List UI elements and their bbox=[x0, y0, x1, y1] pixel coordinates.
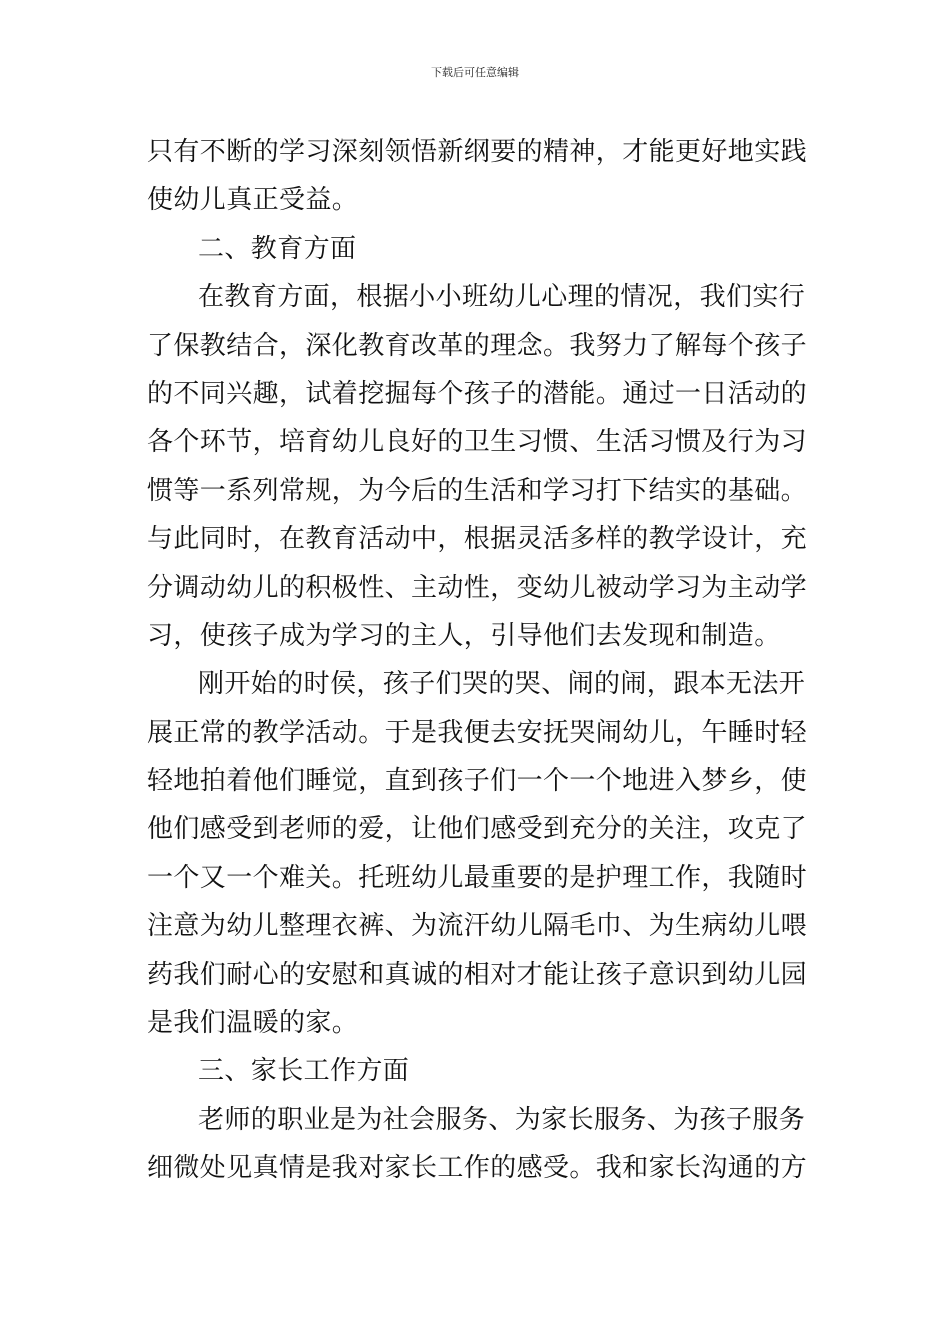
text-line: 他们感受到老师的爱，让他们感受到充分的关注，攻克了 bbox=[147, 814, 808, 845]
text-line: 注意为幼儿整理衣裤、为流汗幼儿隔毛巾、为生病幼儿喂 bbox=[147, 911, 808, 942]
text-line: 各个环节，培育幼儿良好的卫生习惯、生活习惯及行为习 bbox=[147, 427, 808, 458]
section-heading: 三、家长工作方面 bbox=[198, 1056, 410, 1087]
text-line: 分调动幼儿的积极性、主动性，变幼儿被动学习为主动学 bbox=[147, 572, 808, 603]
text-line: 了保教结合，深化教育改革的理念。我努力了解每个孩子 bbox=[147, 330, 808, 361]
text-line: 只有不断的学习深刻领悟新纲要的精神，才能更好地实践 bbox=[147, 137, 808, 167]
text-line: 老师的职业是为社会服务、为家长服务、为孩子服务 bbox=[198, 1104, 806, 1135]
text-line: 是我们温暖的家。 bbox=[147, 1008, 359, 1039]
text-line: 使幼儿真正受益。 bbox=[147, 185, 359, 216]
text-line: 刚开始的时侯，孩子们哭的哭、闹的闹，跟本无法开 bbox=[198, 669, 806, 700]
text-line: 与此同时，在教育活动中，根据灵活多样的教学设计，充 bbox=[147, 524, 808, 555]
text-line: 展正常的教学活动。于是我便去安抚哭闹幼儿，午睡时轻 bbox=[147, 717, 808, 748]
text-line: 在教育方面，根据小小班幼儿心理的情况，我们实行 bbox=[198, 282, 806, 313]
document-body bbox=[147, 128, 827, 1193]
text-line: 药我们耐心的安慰和真诚的相对才能让孩子意识到幼儿园 bbox=[147, 959, 808, 990]
text-line: 细微处见真情是我对家长工作的感受。我和家长沟通的方 bbox=[147, 1153, 808, 1184]
page-header-note: 下载后可任意编辑 bbox=[431, 66, 519, 79]
text-line: 的不同兴趣，试着挖掘每个孩子的潜能。通过一日活动的 bbox=[147, 378, 808, 409]
text-line: 习，使孩子成为学习的主人，引导他们去发现和制造。 bbox=[147, 620, 781, 651]
section-heading: 二、教育方面 bbox=[198, 233, 357, 264]
text-line: 一个又一个难关。托班幼儿最重要的是护理工作，我随时 bbox=[147, 862, 808, 893]
text-line: 惯等一系列常规，为今后的生活和学习打下结实的基础。 bbox=[147, 475, 808, 506]
text-line: 轻地拍着他们睡觉，直到孩子们一个一个地进入梦乡，使 bbox=[147, 766, 808, 797]
